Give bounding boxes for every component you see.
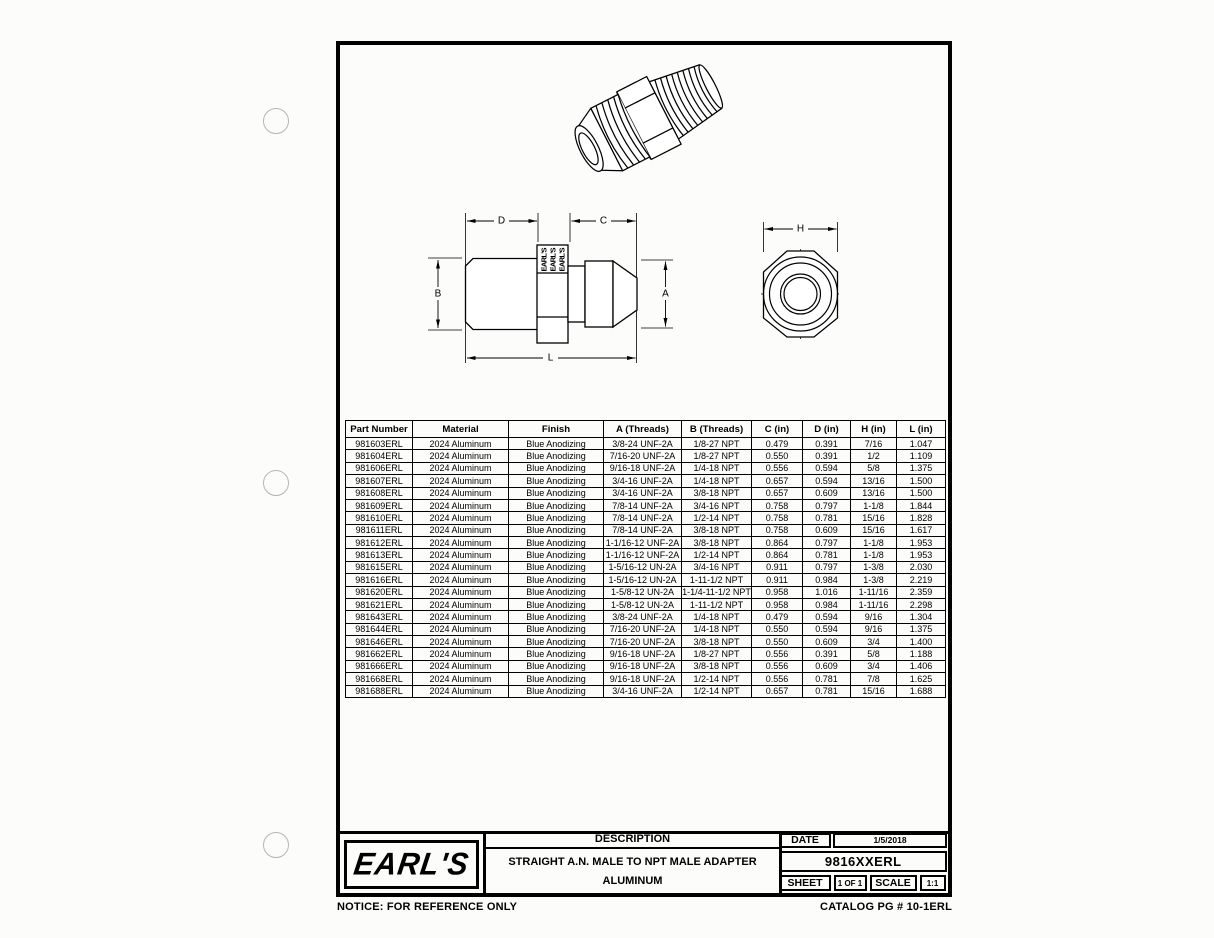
table-cell: 0.550 bbox=[752, 636, 803, 648]
table-cell: Blue Anodizing bbox=[509, 586, 604, 598]
hole-punch-bottom bbox=[263, 832, 289, 858]
table-cell: 1/2-14 NPT bbox=[682, 512, 752, 524]
table-cell: 0.594 bbox=[803, 611, 851, 623]
table-cell: 7/8 bbox=[851, 673, 897, 685]
table-row bbox=[346, 450, 946, 462]
table-cell: 3/4 bbox=[851, 636, 897, 648]
table-cell: 0.958 bbox=[752, 586, 803, 598]
table-cell: Blue Anodizing bbox=[509, 450, 604, 462]
table-cell: 7/8-14 UNF-2A bbox=[604, 512, 682, 524]
table-cell: Blue Anodizing bbox=[509, 636, 604, 648]
table-row bbox=[346, 636, 946, 648]
table-cell: 2024 Aluminum bbox=[413, 685, 509, 698]
table-cell: 2024 Aluminum bbox=[413, 623, 509, 635]
table-row bbox=[346, 561, 946, 573]
table-cell: 9/16-18 UNF-2A bbox=[604, 673, 682, 685]
table-cell: 1/2-14 NPT bbox=[682, 685, 752, 698]
table-cell: 2024 Aluminum bbox=[413, 574, 509, 586]
sheet-value: 1 OF 1 bbox=[834, 875, 867, 891]
table-cell: 2024 Aluminum bbox=[413, 673, 509, 685]
dim-label-b: B bbox=[434, 288, 442, 300]
table-cell: 1/2-14 NPT bbox=[682, 549, 752, 561]
table-cell: 7/8-14 UNF-2A bbox=[604, 524, 682, 536]
table-cell: 1-1/16-12 UNF-2A bbox=[604, 549, 682, 561]
table-cell: 0.556 bbox=[752, 673, 803, 685]
table-cell: 1.688 bbox=[897, 685, 946, 698]
table-cell: 2.030 bbox=[897, 561, 946, 573]
table-row bbox=[346, 685, 946, 698]
table-cell: 2024 Aluminum bbox=[413, 524, 509, 536]
column-header: Finish bbox=[509, 421, 604, 438]
table-cell: 1/4-18 NPT bbox=[682, 611, 752, 623]
table-cell: 9/16-18 UNF-2A bbox=[604, 660, 682, 672]
table-cell: 1.109 bbox=[897, 450, 946, 462]
table-row bbox=[346, 574, 946, 586]
knurl-brand-text: EARL'S bbox=[539, 247, 549, 272]
table-cell: 981613ERL bbox=[346, 549, 413, 561]
table-cell: 0.594 bbox=[803, 623, 851, 635]
column-header: D (in) bbox=[803, 421, 851, 438]
description-underline bbox=[486, 847, 780, 849]
table-cell: 0.781 bbox=[803, 549, 851, 561]
table-cell: 0.594 bbox=[803, 462, 851, 474]
table-cell: 0.797 bbox=[803, 499, 851, 511]
table-cell: 2024 Aluminum bbox=[413, 549, 509, 561]
table-row bbox=[346, 623, 946, 635]
table-cell: 7/16 bbox=[851, 438, 897, 450]
table-cell: 1.617 bbox=[897, 524, 946, 536]
table-cell: 7/16-20 UNF-2A bbox=[604, 450, 682, 462]
hole-punch-top bbox=[263, 108, 289, 134]
table-cell: Blue Anodizing bbox=[509, 598, 604, 610]
table-row bbox=[346, 537, 946, 549]
table-cell: 981688ERL bbox=[346, 685, 413, 698]
table-cell: Blue Anodizing bbox=[509, 524, 604, 536]
table-cell: 3/8-24 UNF-2A bbox=[604, 438, 682, 450]
column-header: B (Threads) bbox=[682, 421, 752, 438]
table-cell: 3/8-18 NPT bbox=[682, 660, 752, 672]
parts-table bbox=[345, 420, 946, 698]
end-view bbox=[740, 202, 875, 370]
table-cell: 0.797 bbox=[803, 537, 851, 549]
table-cell: 3/8-24 UNF-2A bbox=[604, 611, 682, 623]
table-cell: 1-1/4-11-1/2 NPT bbox=[682, 587, 751, 598]
isometric-view bbox=[552, 46, 742, 191]
knurl-brand-text: EARL'S bbox=[548, 247, 558, 272]
table-cell: 0.550 bbox=[752, 623, 803, 635]
parts-table-header-row bbox=[346, 421, 946, 438]
dim-label-h: H bbox=[796, 223, 805, 235]
table-cell: Blue Anodizing bbox=[509, 623, 604, 635]
table-cell: 2024 Aluminum bbox=[413, 450, 509, 462]
table-cell: 0.556 bbox=[752, 462, 803, 474]
table-cell: 1.625 bbox=[897, 673, 946, 685]
table-cell: 2024 Aluminum bbox=[413, 512, 509, 524]
table-cell: 2024 Aluminum bbox=[413, 611, 509, 623]
table-cell: 981609ERL bbox=[346, 499, 413, 511]
table-row bbox=[346, 660, 946, 672]
table-cell: 1-5/16-12 UN-2A bbox=[604, 561, 682, 573]
table-cell: 1/8-27 NPT bbox=[682, 648, 752, 660]
table-cell: 0.758 bbox=[752, 499, 803, 511]
table-cell: 981610ERL bbox=[346, 512, 413, 524]
table-cell: 2024 Aluminum bbox=[413, 660, 509, 672]
table-cell: 1-11/16 bbox=[851, 586, 897, 598]
npt-male-section bbox=[466, 259, 541, 330]
scale-value: 1:1 bbox=[920, 875, 946, 891]
table-cell: 981666ERL bbox=[346, 660, 413, 672]
table-cell: 1.828 bbox=[897, 512, 946, 524]
catalog-reference: CATALOG PG # 10-1ERL bbox=[820, 901, 952, 913]
table-cell: 13/16 bbox=[851, 475, 897, 487]
date-label: DATE bbox=[780, 833, 831, 848]
table-cell: 2024 Aluminum bbox=[413, 561, 509, 573]
table-cell: 3/8-18 NPT bbox=[682, 537, 752, 549]
table-cell: 3/8-18 NPT bbox=[682, 487, 752, 499]
table-cell: 2024 Aluminum bbox=[413, 475, 509, 487]
dim-label-c: C bbox=[599, 215, 608, 227]
drawing-part-number: 9816XXERL bbox=[780, 851, 948, 873]
table-cell: 15/16 bbox=[851, 685, 897, 698]
table-cell: 1/4-18 NPT bbox=[682, 475, 752, 487]
table-row bbox=[346, 611, 946, 623]
table-row bbox=[346, 598, 946, 610]
table-cell: 981607ERL bbox=[346, 475, 413, 487]
table-cell: 7/16-20 UNF-2A bbox=[604, 623, 682, 635]
description-header: DESCRIPTION bbox=[594, 833, 671, 845]
table-row bbox=[346, 462, 946, 474]
table-cell: 9/16-18 UNF-2A bbox=[604, 648, 682, 660]
column-header: H (in) bbox=[851, 421, 897, 438]
table-cell: 0.781 bbox=[803, 673, 851, 685]
table-cell: Blue Anodizing bbox=[509, 438, 604, 450]
dim-label-a: A bbox=[662, 288, 669, 300]
table-cell: 0.657 bbox=[752, 475, 803, 487]
table-cell: 1.016 bbox=[803, 586, 851, 598]
table-cell: Blue Anodizing bbox=[509, 499, 604, 511]
table-cell: 981604ERL bbox=[346, 450, 413, 462]
table-cell: Blue Anodizing bbox=[509, 648, 604, 660]
table-cell: 7/16-20 UNF-2A bbox=[604, 636, 682, 648]
table-cell: 981608ERL bbox=[346, 487, 413, 499]
date-value: 1/5/2018 bbox=[833, 833, 947, 848]
table-cell: 0.556 bbox=[752, 648, 803, 660]
table-cell: 0.479 bbox=[752, 611, 803, 623]
table-cell: 0.391 bbox=[803, 438, 851, 450]
table-cell: 0.984 bbox=[803, 574, 851, 586]
table-cell: 3/4-16 UNF-2A bbox=[604, 475, 682, 487]
knurl-band bbox=[540, 248, 567, 272]
table-cell: Blue Anodizing bbox=[509, 475, 604, 487]
table-cell: 3/8-18 NPT bbox=[682, 524, 752, 536]
table-cell: 15/16 bbox=[851, 512, 897, 524]
table-cell: 1.500 bbox=[897, 475, 946, 487]
column-header: Part Number bbox=[346, 421, 413, 438]
table-cell: 1-5/16-12 UN-2A bbox=[604, 574, 682, 586]
table-cell: 1/8-27 NPT bbox=[682, 438, 752, 450]
table-cell: Blue Anodizing bbox=[509, 673, 604, 685]
description-line2: ALUMINUM bbox=[602, 875, 663, 887]
table-cell: 2024 Aluminum bbox=[413, 537, 509, 549]
table-cell: 2024 Aluminum bbox=[413, 586, 509, 598]
table-cell: 981615ERL bbox=[346, 561, 413, 573]
table-row bbox=[346, 524, 946, 536]
table-cell: 5/8 bbox=[851, 648, 897, 660]
table-row bbox=[346, 673, 946, 685]
table-cell: 0.864 bbox=[752, 537, 803, 549]
table-cell: 3/4-16 NPT bbox=[682, 499, 752, 511]
table-cell: 981616ERL bbox=[346, 574, 413, 586]
table-cell: 2024 Aluminum bbox=[413, 438, 509, 450]
table-cell: 0.594 bbox=[803, 475, 851, 487]
parts-table-body bbox=[346, 438, 946, 698]
column-header: C (in) bbox=[752, 421, 803, 438]
table-cell: 2024 Aluminum bbox=[413, 487, 509, 499]
table-row bbox=[346, 487, 946, 499]
table-cell: 1.500 bbox=[897, 487, 946, 499]
table-cell: 0.391 bbox=[803, 648, 851, 660]
table-cell: 0.758 bbox=[752, 524, 803, 536]
table-cell: Blue Anodizing bbox=[509, 537, 604, 549]
table-cell: 0.550 bbox=[752, 450, 803, 462]
table-cell: 1/8-27 NPT bbox=[682, 450, 752, 462]
table-row bbox=[346, 438, 946, 450]
table-cell: 1-11/16 bbox=[851, 598, 897, 610]
table-cell: 0.911 bbox=[752, 561, 803, 573]
description-line1: STRAIGHT A.N. MALE TO NPT MALE ADAPTER bbox=[508, 856, 757, 868]
column-header: Material bbox=[413, 421, 509, 438]
table-cell: 981612ERL bbox=[346, 537, 413, 549]
logo-box bbox=[344, 840, 479, 889]
table-cell: 2.359 bbox=[897, 586, 946, 598]
table-cell: 0.781 bbox=[803, 685, 851, 698]
knurl-brand-text: EARL'S bbox=[557, 247, 567, 272]
table-cell: 0.657 bbox=[752, 685, 803, 698]
neck-section bbox=[568, 266, 585, 322]
flare-thread-section bbox=[585, 261, 613, 327]
table-cell: 1-1/16-12 UNF-2A bbox=[604, 537, 682, 549]
table-cell: 1.304 bbox=[897, 611, 946, 623]
table-cell: 981621ERL bbox=[346, 598, 413, 610]
table-cell: Blue Anodizing bbox=[509, 462, 604, 474]
table-cell: 1.953 bbox=[897, 537, 946, 549]
table-cell: 0.609 bbox=[803, 636, 851, 648]
table-cell: 1-5/8-12 UN-2A bbox=[604, 598, 682, 610]
table-cell: 0.479 bbox=[752, 438, 803, 450]
table-cell: 13/16 bbox=[851, 487, 897, 499]
side-view bbox=[420, 198, 755, 373]
table-cell: 2024 Aluminum bbox=[413, 462, 509, 474]
table-cell: Blue Anodizing bbox=[509, 549, 604, 561]
table-cell: 0.911 bbox=[752, 574, 803, 586]
table-cell: 0.781 bbox=[803, 512, 851, 524]
table-row bbox=[346, 586, 946, 598]
table-cell: 2.298 bbox=[897, 598, 946, 610]
table-cell: 0.657 bbox=[752, 487, 803, 499]
table-cell: 3/8-18 NPT bbox=[682, 636, 752, 648]
table-cell: 981611ERL bbox=[346, 524, 413, 536]
dim-label-d: D bbox=[497, 215, 506, 227]
table-cell: 981644ERL bbox=[346, 623, 413, 635]
table-cell: 2024 Aluminum bbox=[413, 636, 509, 648]
table-cell: 1/4-18 NPT bbox=[682, 623, 752, 635]
table-cell: 2024 Aluminum bbox=[413, 648, 509, 660]
table-cell: 981620ERL bbox=[346, 586, 413, 598]
table-cell: 0.556 bbox=[752, 660, 803, 672]
dim-label-l: L bbox=[547, 352, 554, 364]
table-cell: 1-1/8 bbox=[851, 549, 897, 561]
hex-outline bbox=[764, 251, 838, 337]
table-cell: 0.864 bbox=[752, 549, 803, 561]
column-header: A (Threads) bbox=[604, 421, 682, 438]
reference-notice: NOTICE: FOR REFERENCE ONLY bbox=[337, 901, 518, 913]
table-cell: 0.391 bbox=[803, 450, 851, 462]
table-cell: 7/8-14 UNF-2A bbox=[604, 499, 682, 511]
table-cell: 2024 Aluminum bbox=[413, 499, 509, 511]
table-cell: 981646ERL bbox=[346, 636, 413, 648]
table-row bbox=[346, 648, 946, 660]
table-cell: Blue Anodizing bbox=[509, 660, 604, 672]
table-row bbox=[346, 475, 946, 487]
table-cell: Blue Anodizing bbox=[509, 574, 604, 586]
flare-cone-tip bbox=[613, 261, 637, 327]
table-cell: 1/4-18 NPT bbox=[682, 462, 752, 474]
table-cell: 1.400 bbox=[897, 636, 946, 648]
table-cell: 1-3/8 bbox=[851, 574, 897, 586]
table-cell: 1-1/8 bbox=[851, 537, 897, 549]
table-cell: 0.797 bbox=[803, 561, 851, 573]
table-cell: 981603ERL bbox=[346, 438, 413, 450]
table-cell: 1.375 bbox=[897, 623, 946, 635]
table-cell: 2024 Aluminum bbox=[413, 598, 509, 610]
table-cell: Blue Anodizing bbox=[509, 561, 604, 573]
table-cell: 1.047 bbox=[897, 438, 946, 450]
table-cell: Blue Anodizing bbox=[509, 487, 604, 499]
table-row bbox=[346, 499, 946, 511]
table-cell: 981606ERL bbox=[346, 462, 413, 474]
hole-punch-middle bbox=[263, 470, 289, 496]
sheet-label: SHEET bbox=[780, 875, 831, 891]
table-cell: 981662ERL bbox=[346, 648, 413, 660]
table-cell: 1-5/8-12 UN-2A bbox=[604, 586, 682, 598]
table-cell: 1/2-14 NPT bbox=[682, 673, 752, 685]
table-cell: 0.958 bbox=[752, 598, 803, 610]
scale-label: SCALE bbox=[870, 875, 917, 891]
table-cell: 15/16 bbox=[851, 524, 897, 536]
table-cell: 0.609 bbox=[803, 487, 851, 499]
column-header: L (in) bbox=[897, 421, 946, 438]
table-cell: 1-11-1/2 NPT bbox=[682, 574, 752, 586]
table-cell: 981668ERL bbox=[346, 673, 413, 685]
table-cell: 1/2 bbox=[851, 450, 897, 462]
table-cell: 0.758 bbox=[752, 512, 803, 524]
table-cell: 1.844 bbox=[897, 499, 946, 511]
table-cell: 1.406 bbox=[897, 660, 946, 672]
table-cell: 9/16-18 UNF-2A bbox=[604, 462, 682, 474]
table-cell: 1.953 bbox=[897, 549, 946, 561]
table-cell: 3/4-16 UNF-2A bbox=[604, 487, 682, 499]
table-cell: 9/16 bbox=[851, 611, 897, 623]
table-cell: 0.984 bbox=[803, 598, 851, 610]
table-cell: 1-1/8 bbox=[851, 499, 897, 511]
table-cell: 1.375 bbox=[897, 462, 946, 474]
table-cell: 981643ERL bbox=[346, 611, 413, 623]
table-cell: 1.188 bbox=[897, 648, 946, 660]
table-cell: Blue Anodizing bbox=[509, 685, 604, 698]
table-cell: 1-3/8 bbox=[851, 561, 897, 573]
table-row bbox=[346, 512, 946, 524]
table-cell: 3/4-16 UNF-2A bbox=[604, 685, 682, 698]
table-cell: 5/8 bbox=[851, 462, 897, 474]
table-cell: Blue Anodizing bbox=[509, 611, 604, 623]
table-cell: 2.219 bbox=[897, 574, 946, 586]
table-cell: 3/4 bbox=[851, 660, 897, 672]
table-cell: 3/4-16 NPT bbox=[682, 561, 752, 573]
table-cell: 0.609 bbox=[803, 524, 851, 536]
table-cell: 1-11-1/2 NPT bbox=[682, 598, 752, 610]
company-logo: EARL'S bbox=[351, 846, 472, 882]
table-row bbox=[346, 549, 946, 561]
table-cell: 9/16 bbox=[851, 623, 897, 635]
table-cell: 0.609 bbox=[803, 660, 851, 672]
table-cell: Blue Anodizing bbox=[509, 512, 604, 524]
